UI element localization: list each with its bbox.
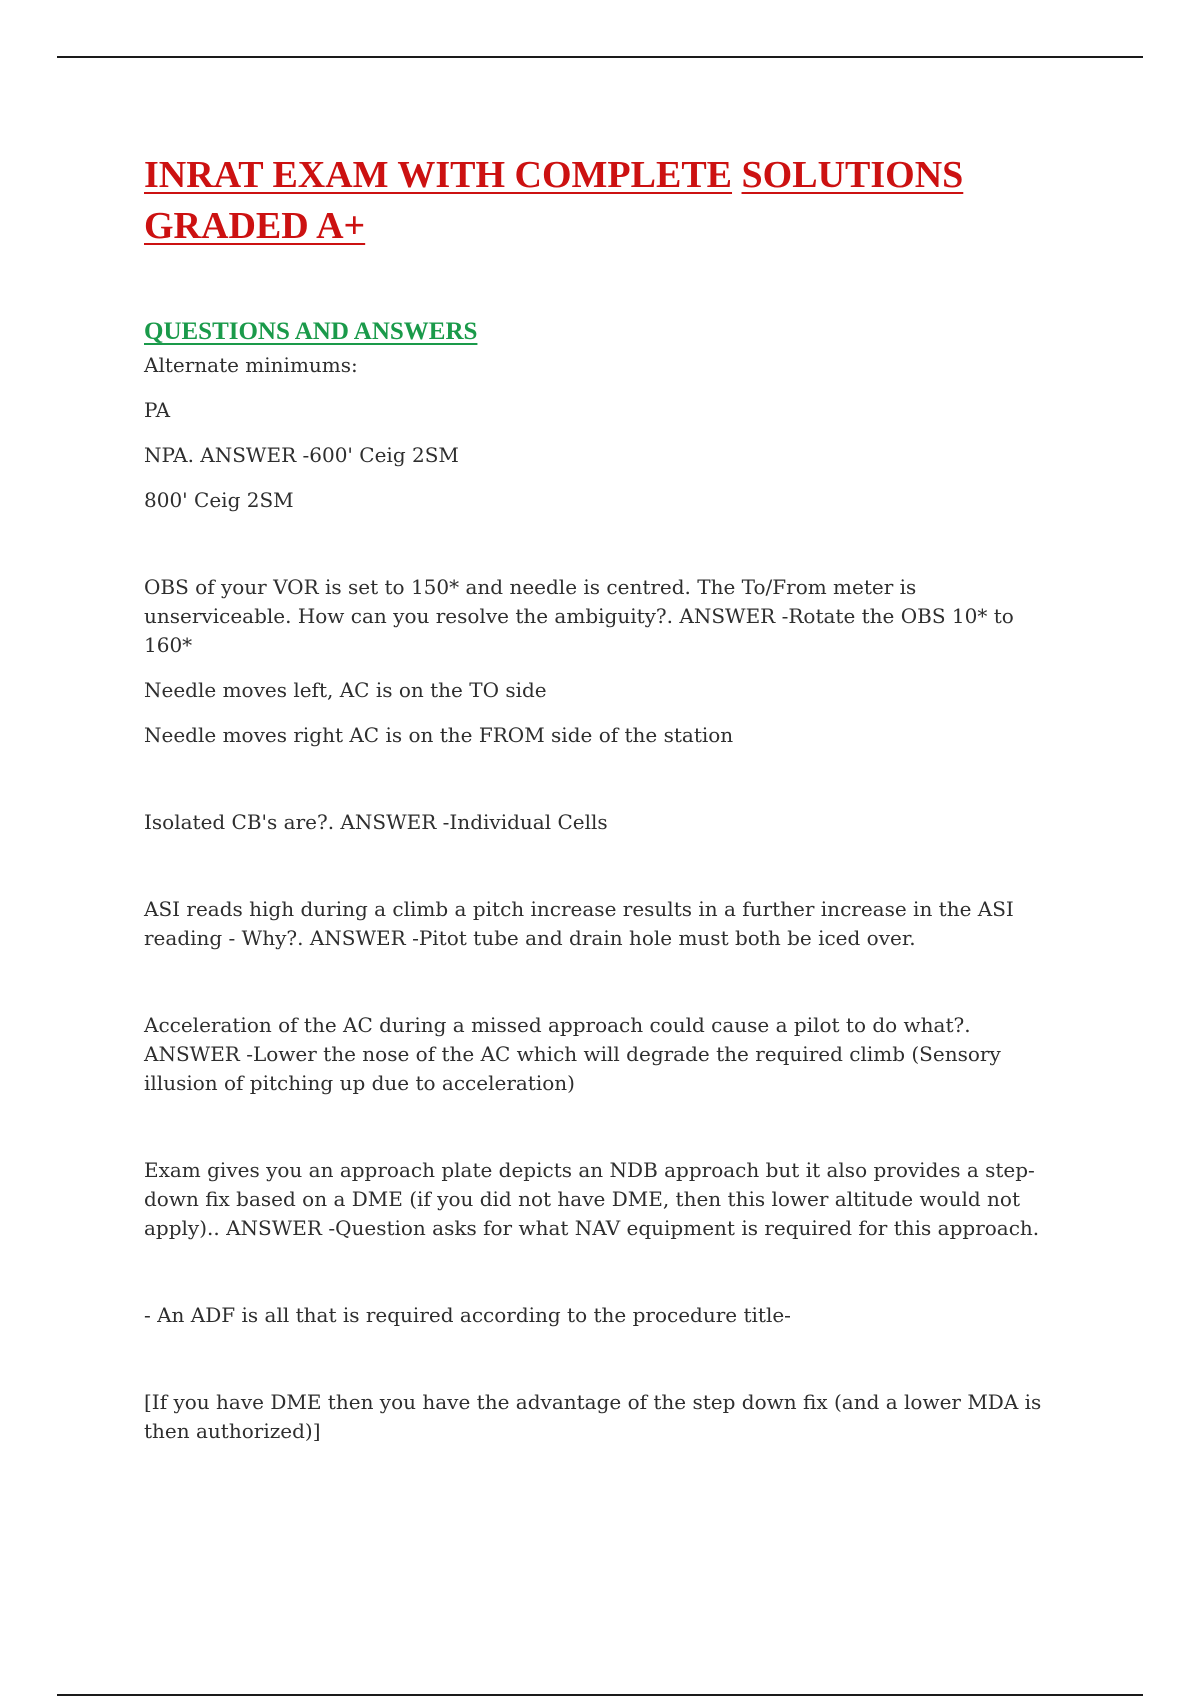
- paragraph: ASI reads high during a climb a pitch increase results in a further increase in the ASI reading - Why?. ANSWER -Pitot tube and drain hole must both be iced over.: [144, 897, 1014, 950]
- paragraph: Needle moves right AC is on the FROM side of the station: [144, 723, 734, 747]
- paragraph: Needle moves left, AC is on the TO side: [144, 678, 547, 702]
- bottom-rule: [57, 1694, 1143, 1696]
- page-content: [144, 150, 1064, 1446]
- paragraph: Isolated CB's are?. ANSWER -Individual Cells: [144, 810, 608, 834]
- paragraph: OBS of your VOR is set to 150* and needle is centred. The To/From meter is unserviceable. How can you resolve the ambiguity?. ANSWER -Rotate the OBS 10* to 160*: [144, 575, 1014, 657]
- document-title: [144, 150, 1064, 252]
- paragraph: 800' Ceig 2SM: [144, 488, 294, 512]
- paragraph: NPA. ANSWER -600' Ceig 2SM: [144, 443, 459, 467]
- paragraph: Exam gives you an approach plate depicts an NDB approach but it also provides a step-down fix based on a DME (if you did not have DME, then this lower altitude would not apply).. ANSWER -Question asks for what NAV equipment is required for this approach.: [144, 1158, 1040, 1240]
- title-part-1: INRAT EXAM WITH COMPLETE: [144, 154, 733, 196]
- top-rule: [57, 56, 1143, 58]
- paragraph: - An ADF is all that is required according to the procedure title-: [144, 1303, 791, 1327]
- title-part-2: SOLUTIONS: [741, 154, 964, 196]
- paragraph: [If you have DME then you have the advantage of the step down fix (and a lower MDA is then authorized)]: [144, 1390, 1042, 1443]
- title-part-3: GRADED A+: [144, 205, 366, 247]
- paragraph: Alternate minimums:: [144, 353, 358, 377]
- paragraph: Acceleration of the AC during a missed approach could cause a pilot to do what?. ANSWER -Lower the nose of the AC which will degrade the required climb (Sensory illusion of pitching up due to acceleration): [144, 1013, 1001, 1095]
- paragraph: PA: [144, 398, 171, 422]
- section-heading: QUESTIONS AND ANSWERS: [144, 318, 478, 345]
